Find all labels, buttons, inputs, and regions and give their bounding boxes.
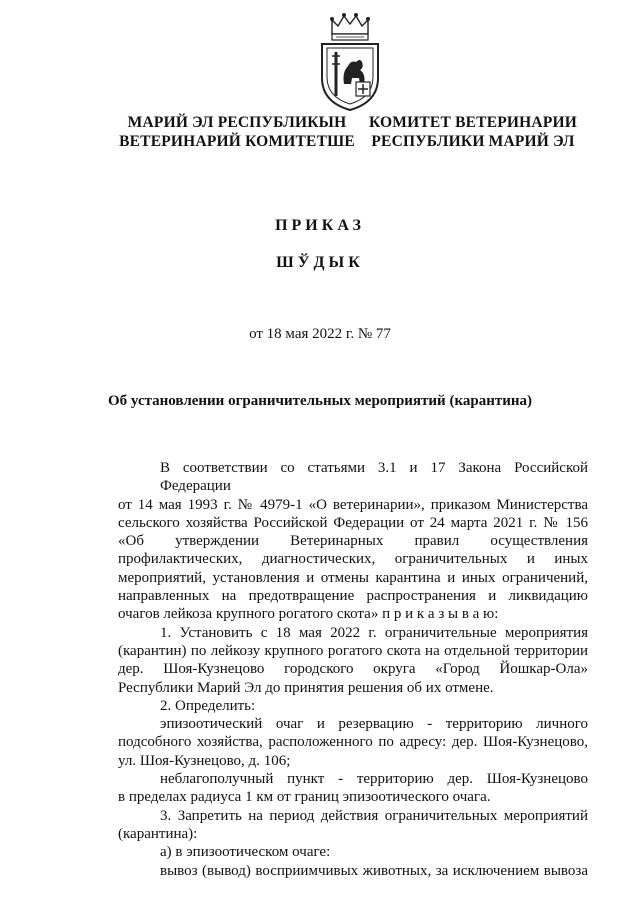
issuer-header-mari-line2: ВЕТЕРИНАРИЙ КОМИТЕТШЕ (119, 133, 355, 150)
order-subject: Об установлении ограничительных мероприятий (карантина) (107, 393, 532, 409)
body-text-line: 1. Установить с 18 мая 2022 г. ограничительные мероприятия (160, 624, 588, 641)
issuer-header-mari-line1: МАРИЙ ЭЛ РЕСПУБЛИКЫН (127, 114, 347, 131)
body-text-line: подсобного хозяйства, расположенного по адресу: дер. Шоя-Кузнецово, (118, 734, 588, 751)
body-text-line: (карантина): (118, 825, 198, 842)
body-text-line: от 14 мая 1993 г. № 4979-1 «О ветеринарии», приказом Министерства (118, 496, 588, 513)
body-text-line: очагов лейкоза крупного рогатого скота» п р и к а з ы в а ю: (118, 606, 499, 623)
body-text-line: мероприятий, установления и отмены карантина и иных ограничений, (118, 569, 588, 586)
body-text-line: эпизоотический очаг и резервацию - территорию личного (160, 716, 588, 733)
body-text-line: а) в эпизоотическом очаге: (160, 844, 331, 861)
document-type-title-russian: ПРИКАЗ (275, 217, 365, 234)
body-text-line: сельского хозяйства Российской Федерации от 24 марта 2021 г. № 156 (118, 514, 588, 531)
body-text-line: профилактических, диагностических, ограничительных и иных (118, 551, 588, 568)
body-text-line: направленных на предотвращение распространения и ликвидацию (118, 588, 588, 605)
body-text-line: дер. Шоя-Кузнецово городского округа «Город Йошкар-Ола» (118, 661, 588, 678)
document-type-title-mari: ШЎДЫК (276, 254, 364, 271)
issuer-header-mari (112, 113, 362, 151)
body-text-line: (карантин) по лейкозу крупного рогатого скота на отдельной территории (118, 642, 588, 659)
order-date-number: от 18 мая 2022 г. № 77 (249, 326, 391, 342)
republic-coat-of-arms-icon (318, 12, 382, 112)
body-text-line: «Об утверждении Ветеринарных правил осуществления (118, 533, 588, 550)
body-text-line: ул. Шоя-Кузнецово, д. 106; (118, 752, 291, 769)
body-text-line: 2. Определить: (160, 697, 256, 714)
body-text-line: неблагополучный пункт - территорию дер. Шоя-Кузнецово (160, 771, 588, 788)
order-body (118, 459, 588, 880)
body-text-line: В соответствии со статьями 3.1 и 17 Закона Российской Федерации (160, 460, 588, 495)
issuer-header-russian-line2: РЕСПУБЛИКИ МАРИЙ ЭЛ (371, 133, 575, 150)
body-text-line: вывоз (вывод) восприимчивых животных, за исключением вывоза (160, 862, 588, 879)
body-text-line: Республики Марий Эл до принятия решения об их отмене. (118, 679, 494, 696)
body-text-line: 3. Запретить на период действия ограничительных мероприятий (160, 807, 588, 824)
body-text-line: в пределах радиуса 1 км от границ эпизоотического очага. (118, 789, 491, 806)
issuer-header-russian (368, 113, 578, 151)
issuer-header-russian-line1: КОМИТЕТ ВЕТЕРИНАРИИ (369, 114, 577, 131)
